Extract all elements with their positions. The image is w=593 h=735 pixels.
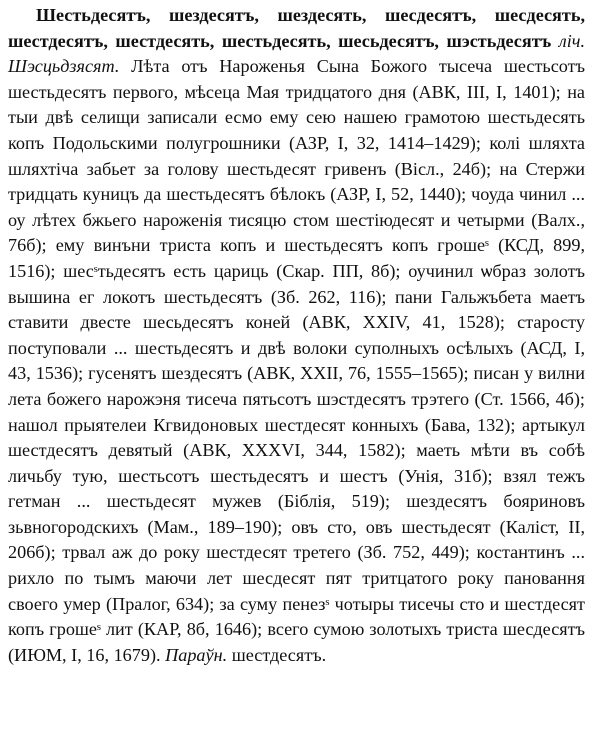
parallel-label: Параўн.: [165, 644, 228, 665]
citations-text: Лѣта отъ Нароженья Сына Божого тысеча шестьсотъ шестьдесятъ первого, мѣсеца Мая тридцатого дня (АВК, III, I, 1401); на тыи двѣ селищи записали есмо ему сею нашею грамотою шестьдесять копъ Подольскими полугрошники (АЗР, I, 32, 1414–1429); колі шляхта шляхтіча забьет за голову шестьдесят гривенъ (Вісл., 24б); на Стержи тридцать куницъ да шестьдесятъ бѣлокъ (АЗР, I, 52, 1440); чоуда чинил ... оу лѣтех бжьего нароженія тисяцю стом шестіюдесят и четырми (Валх., 76б); ему винъни триста копъ и шестьдесятъ копъ грошеˢ (КСД, 899, 1516); шесˢтьдесятъ есть цариць (Скар. ПП, 8б); оучинил ѡбраз золотъ вышина ег локотъ шестьдесятъ (Зб. 262, 116); пани Гальжъбета маетъ ставити двесте шесьдесятъ коней (АВК, XXIV, 41, 1528); старосту поступовали ... шестьдесятъ и двѣ волоки суполныхъ осѣлыхъ (АСД, I, 43, 1536); гусенятъ шездесятъ (АВК, XXII, 76, 1555–1565); писан у вилни лета божего нарожэня тисеча пятьсотъ шэстдесятъ трэтего (Ст. 1566, 4б); нашол прыятелеи Кгвидоновых шестдесят конныхъ (Бава, 132); артыкул шестдесятъ девятый (АВК, XXXVI, 344, 1582); маеть мѣти въ собѣ личьбу тую, шестьсотъ шестьдесятъ и шестъ (Унія, 31б); взял тежъ гетман ... шестьдесят мужев (Біблія, 519); шездесятъ бояриновъ зьвногородскихъ (Мам., 189–190); овъ сто, овъ шестьдесят (Каліст, II, 206б); трвал аж до року шестдесят третего (Зб. 752, 449); костантинъ ... рихло по тымъ маючи лет шесдесят пят тритцатого року пановання своего умер (Пралог, 634); за суму пенезˢ чотыры тисечы сто и шестдесят копъ грошеˢ лит (КАР, 8б, 1646); всего сумою золотыхъ триста шесдесятъ (ИЮМ, I, 16, 1679).: [8, 56, 585, 665]
parallel-word: шестдесятъ.: [231, 644, 327, 665]
headword-variants: Шестьдесятъ, шездесятъ, шездесять, шесдесятъ, шесдесять, шестдесятъ, шестдесять, шестьдесять, шесьдесятъ, шэстьдесятъ: [8, 5, 585, 51]
entry-paragraph: [8, 3, 585, 668]
part-of-speech: ліч.: [558, 30, 585, 51]
modern-equivalent: Шэсцьдзясят.: [8, 56, 120, 77]
